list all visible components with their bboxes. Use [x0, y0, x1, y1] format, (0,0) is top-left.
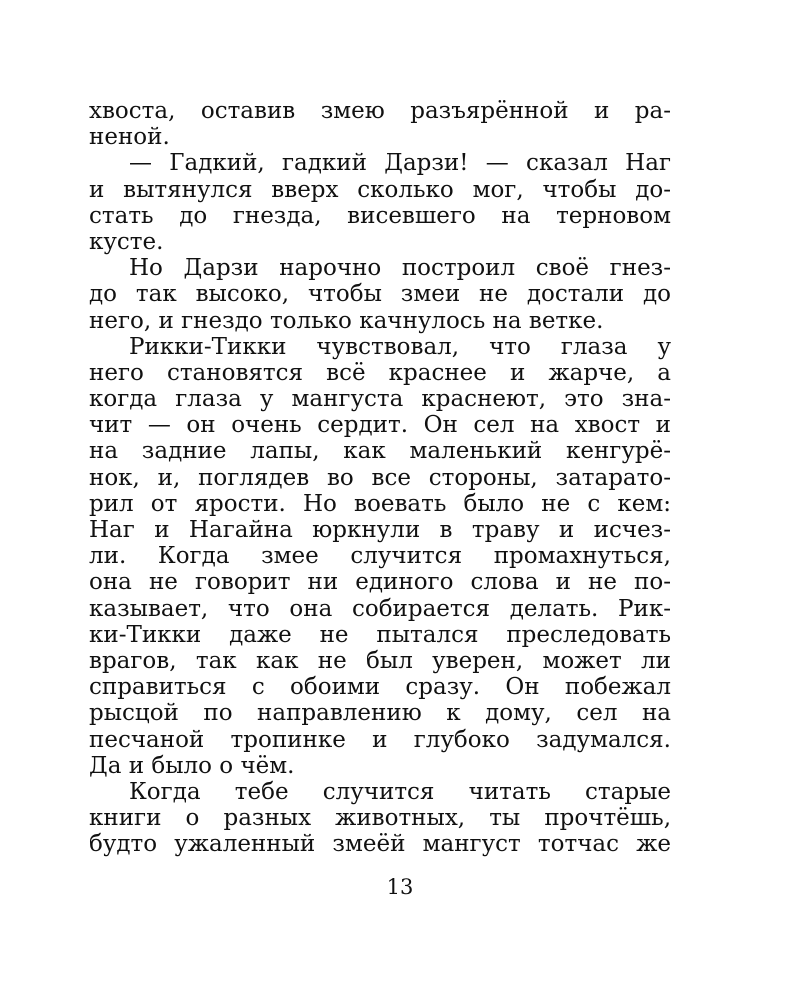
text-line: она не говорит ни единого слова и не по- — [89, 569, 671, 596]
text-line: когда глаза у мангуста краснеют, это зна- — [89, 386, 671, 413]
text-line: Да и было о чём. — [89, 752, 295, 779]
text-line: и вытянулся вверх сколько мог, чтобы до- — [89, 176, 671, 203]
text-line: рысцой по направлению к дому, сел на — [89, 700, 671, 727]
text-line: справиться с обоими сразу. Он побежал — [89, 674, 671, 701]
text-line: стать до гнезда, висевшего на терновом — [89, 202, 671, 229]
page-number: 13 — [386, 875, 414, 899]
text-line: Наг и Нагайна юркнули в траву и исчез- — [89, 517, 671, 543]
text-line: Когда тебе случится читать старые — [129, 778, 671, 805]
text-line: Рикки-Тикки чувствовал, что глаза у — [129, 333, 671, 360]
text-line: врагов, так как не был уверен, может ли — [89, 647, 671, 674]
text-line: ли. Когда змее случится промахнуться, — [89, 543, 671, 570]
text-line: казывает, что она собирается делать. Рик- — [89, 595, 671, 622]
text-line: до так высоко, чтобы змеи не достали до — [89, 281, 671, 308]
text-line: хвоста, оставив змею разъярённой и ра- — [89, 98, 671, 124]
text-line: — Гадкий, гадкий Дарзи! — сказал Наг — [129, 150, 671, 177]
text-line: нок, и, поглядев во все стороны, затарато- — [89, 464, 671, 491]
text-line: ки-Тикки даже не пытался преследовать — [89, 621, 671, 648]
text-line: на задние лапы, как маленький кенгурё- — [89, 438, 671, 465]
text-line: него становятся всё краснее и жарче, а — [89, 359, 671, 386]
text-line: книги о разных животных, ты прочтёшь, — [89, 805, 671, 832]
text-line: песчаной тропинке и глубоко задумался. — [89, 726, 671, 753]
text-line: неной. — [89, 124, 170, 151]
text-line: него, и гнездо только качнулось на ветке. — [89, 307, 604, 334]
body-text — [89, 98, 671, 857]
text-line: рил от ярости. Но воевать было не с кем: — [89, 490, 671, 517]
text-line: Но Дарзи нарочно построил своё гнез- — [129, 255, 671, 282]
text-line: будто ужаленный змеёй мангуст тотчас же — [89, 831, 671, 858]
text-line: чит — он очень сердит. Он сел на хвост и — [89, 412, 671, 439]
text-line: кусте. — [89, 228, 164, 255]
